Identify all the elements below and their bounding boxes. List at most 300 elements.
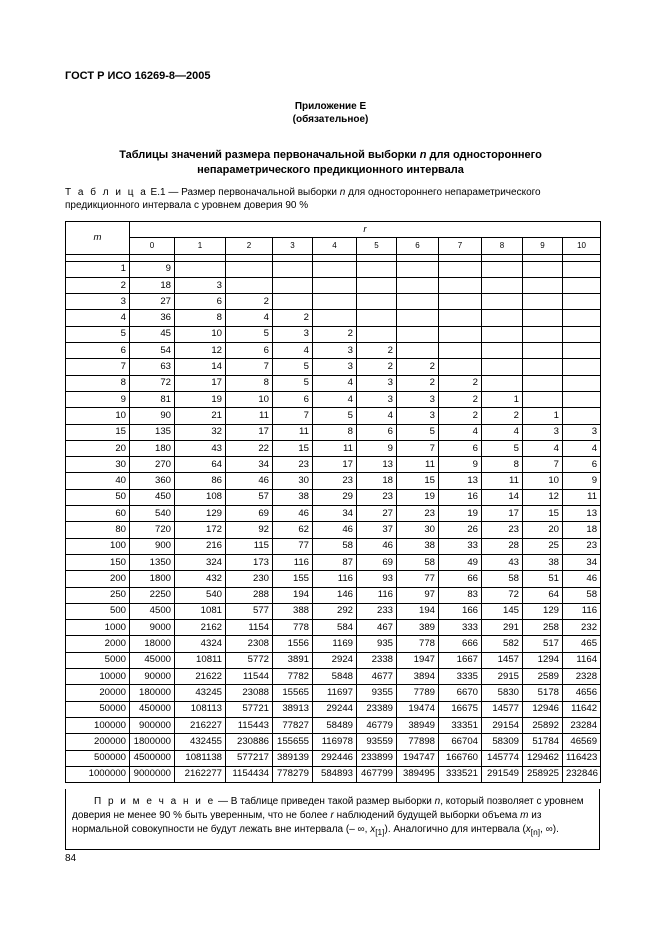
- n-value-cell: 93559: [357, 734, 397, 750]
- n-value-cell: 1169: [313, 636, 357, 652]
- n-value-cell: 51784: [523, 734, 563, 750]
- n-value-cell: 38949: [397, 717, 439, 733]
- table-row: [66, 685, 601, 701]
- r-column-header-cell: 8: [482, 238, 523, 254]
- n-value-cell: [397, 294, 439, 310]
- n-value-cell: 291549: [482, 766, 523, 782]
- n-value-cell: 116: [563, 603, 601, 619]
- n-value-cell: 216227: [175, 717, 226, 733]
- n-value-cell: [357, 277, 397, 293]
- n-value-cell: 58489: [313, 717, 357, 733]
- n-value-cell: [439, 359, 482, 375]
- n-value-cell: 324: [175, 554, 226, 570]
- n-value-cell: 389: [397, 620, 439, 636]
- n-value-cell: 8: [226, 375, 273, 391]
- n-value-cell: 1556: [273, 636, 313, 652]
- n-value-cell: 23088: [226, 685, 273, 701]
- n-value-cell: 19: [175, 391, 226, 407]
- table-row: [66, 424, 601, 440]
- n-value-cell: 3: [313, 359, 357, 375]
- r-column-header-cell: 7: [439, 238, 482, 254]
- n-value-cell: 166760: [439, 750, 482, 766]
- n-value-cell: 389495: [397, 766, 439, 782]
- n-value-cell: 21622: [175, 669, 226, 685]
- n-value-cell: 1164: [563, 652, 601, 668]
- n-value-cell: [397, 326, 439, 342]
- n-value-cell: 34: [313, 506, 357, 522]
- n-value-cell: 3: [175, 277, 226, 293]
- r-column-header-cell: 5: [357, 238, 397, 254]
- n-value-cell: 5772: [226, 652, 273, 668]
- table-row: [66, 473, 601, 489]
- n-value-cell: 778279: [273, 766, 313, 782]
- table-row: [66, 652, 601, 668]
- r-column-header-cell: 9: [523, 238, 563, 254]
- r-column-header-cell: 6: [397, 238, 439, 254]
- table-body: [66, 254, 601, 783]
- n-value-cell: 5: [226, 326, 273, 342]
- n-value-cell: [357, 326, 397, 342]
- m-value-cell: 50: [66, 489, 130, 505]
- n-value-cell: 146: [313, 587, 357, 603]
- table-row: [66, 310, 601, 326]
- n-value-cell: [523, 277, 563, 293]
- n-value-cell: 5: [273, 375, 313, 391]
- r-column-header-cell: 4: [313, 238, 357, 254]
- n-value-cell: 66: [439, 571, 482, 587]
- n-value-cell: 12: [523, 489, 563, 505]
- n-value-cell: 29244: [313, 701, 357, 717]
- n-value-cell: 11: [226, 408, 273, 424]
- n-value-cell: [482, 277, 523, 293]
- n-value-cell: 54: [130, 343, 175, 359]
- n-value-cell: 36: [130, 310, 175, 326]
- n-value-cell: 86: [175, 473, 226, 489]
- n-value-cell: 38: [273, 489, 313, 505]
- n-value-cell: 49: [439, 554, 482, 570]
- n-value-cell: 292446: [313, 750, 357, 766]
- n-value-cell: [563, 277, 601, 293]
- n-value-cell: 63: [130, 359, 175, 375]
- n-value-cell: [357, 310, 397, 326]
- n-value-cell: 11: [397, 457, 439, 473]
- n-value-cell: 1667: [439, 652, 482, 668]
- n-value-cell: 46779: [357, 717, 397, 733]
- n-value-cell: [273, 277, 313, 293]
- n-value-cell: 173: [226, 554, 273, 570]
- n-value-cell: 19: [439, 506, 482, 522]
- n-value-cell: 11: [563, 489, 601, 505]
- n-value-cell: 258: [523, 620, 563, 636]
- n-value-cell: 6: [357, 424, 397, 440]
- n-value-cell: 1800: [130, 571, 175, 587]
- n-value-cell: 6: [563, 457, 601, 473]
- n-value-cell: 27: [357, 506, 397, 522]
- n-value-cell: 28: [482, 538, 523, 554]
- n-value-cell: 3: [523, 424, 563, 440]
- n-value-cell: 230886: [226, 734, 273, 750]
- n-value-cell: 72: [482, 587, 523, 603]
- table-row: [66, 587, 601, 603]
- n-value-cell: 116978: [313, 734, 357, 750]
- n-value-cell: [563, 343, 601, 359]
- n-value-cell: 1947: [397, 652, 439, 668]
- m-value-cell: 80: [66, 522, 130, 538]
- m-value-cell: 3: [66, 294, 130, 310]
- n-value-cell: 17: [226, 424, 273, 440]
- n-value-cell: 2: [439, 408, 482, 424]
- n-value-cell: 584893: [313, 766, 357, 782]
- n-value-cell: 2: [439, 391, 482, 407]
- n-value-cell: [439, 343, 482, 359]
- n-value-cell: 388: [273, 603, 313, 619]
- n-value-cell: [563, 391, 601, 407]
- n-value-cell: 4656: [563, 685, 601, 701]
- n-value-cell: [563, 408, 601, 424]
- n-value-cell: [523, 359, 563, 375]
- table-row: [66, 701, 601, 717]
- table-caption: Т а б л и ц а Е.1 — Размер первоначальной выборки n для одностороннего непараметрического предикционного интервала с уровнем доверия 90 %: [65, 187, 541, 211]
- r-column-header-cell: 3: [273, 238, 313, 254]
- n-value-cell: 57721: [226, 701, 273, 717]
- n-value-cell: 23: [563, 538, 601, 554]
- n-value-cell: [397, 277, 439, 293]
- table-row: [66, 326, 601, 342]
- n-value-cell: 58: [482, 571, 523, 587]
- m-value-cell: 9: [66, 391, 130, 407]
- n-value-cell: 216: [175, 538, 226, 554]
- r-column-header: r: [130, 222, 601, 238]
- n-value-cell: 270: [130, 457, 175, 473]
- n-value-cell: 7: [226, 359, 273, 375]
- n-value-cell: 2924: [313, 652, 357, 668]
- n-value-cell: 4: [357, 408, 397, 424]
- n-value-cell: 3894: [397, 669, 439, 685]
- table-row: [66, 603, 601, 619]
- n-value-cell: 11544: [226, 669, 273, 685]
- n-value-cell: 4: [313, 391, 357, 407]
- n-value-cell: 2: [313, 326, 357, 342]
- n-value-cell: 18000: [130, 636, 175, 652]
- table-row: [66, 408, 601, 424]
- n-value-cell: 2: [357, 343, 397, 359]
- section-heading-line2: непараметрического предикционного интервала: [197, 164, 464, 176]
- n-value-cell: 13: [439, 473, 482, 489]
- m-value-cell: 50000: [66, 701, 130, 717]
- n-value-cell: 1081: [175, 603, 226, 619]
- n-value-cell: 584: [313, 620, 357, 636]
- n-value-cell: [482, 261, 523, 277]
- n-value-cell: 30: [273, 473, 313, 489]
- n-value-cell: 11697: [313, 685, 357, 701]
- appendix-status: (обязательное): [292, 114, 369, 125]
- n-value-cell: [482, 310, 523, 326]
- n-value-cell: 18: [563, 522, 601, 538]
- n-value-cell: 45000: [130, 652, 175, 668]
- n-value-cell: [313, 277, 357, 293]
- n-value-cell: 540: [175, 587, 226, 603]
- n-value-cell: 116423: [563, 750, 601, 766]
- n-value-cell: [439, 261, 482, 277]
- n-value-cell: 46: [313, 522, 357, 538]
- n-value-cell: 27: [130, 294, 175, 310]
- table-row: [66, 489, 601, 505]
- n-value-cell: 9: [563, 473, 601, 489]
- table-note: [65, 789, 600, 850]
- n-value-cell: 15: [523, 506, 563, 522]
- n-value-cell: 8: [175, 310, 226, 326]
- n-value-cell: 17: [482, 506, 523, 522]
- n-value-cell: 5178: [523, 685, 563, 701]
- n-value-cell: 115443: [226, 717, 273, 733]
- n-value-cell: 7: [523, 457, 563, 473]
- n-value-cell: 77: [397, 571, 439, 587]
- m-value-cell: 30: [66, 457, 130, 473]
- n-value-cell: 69: [226, 506, 273, 522]
- n-value-cell: 6: [226, 343, 273, 359]
- n-value-cell: 9355: [357, 685, 397, 701]
- n-value-cell: 11: [273, 424, 313, 440]
- n-value-cell: 64: [523, 587, 563, 603]
- n-value-cell: 69: [357, 554, 397, 570]
- n-value-cell: 232846: [563, 766, 601, 782]
- m-value-cell: 500000: [66, 750, 130, 766]
- n-value-cell: 30: [397, 522, 439, 538]
- n-value-cell: 5: [397, 424, 439, 440]
- n-value-cell: 77827: [273, 717, 313, 733]
- n-value-cell: 230: [226, 571, 273, 587]
- m-value-cell: 40: [66, 473, 130, 489]
- n-value-cell: 38: [397, 538, 439, 554]
- n-value-cell: 108113: [175, 701, 226, 717]
- m-value-cell: 1: [66, 261, 130, 277]
- n-value-cell: 467799: [357, 766, 397, 782]
- n-value-cell: 2: [273, 310, 313, 326]
- n-value-cell: [563, 310, 601, 326]
- m-value-cell: 10000: [66, 669, 130, 685]
- n-value-cell: 6: [273, 391, 313, 407]
- n-value-cell: 43: [482, 554, 523, 570]
- n-value-cell: 3335: [439, 669, 482, 685]
- n-value-cell: [397, 310, 439, 326]
- n-value-cell: [313, 310, 357, 326]
- n-value-cell: 81: [130, 391, 175, 407]
- n-value-cell: 25892: [523, 717, 563, 733]
- m-value-cell: 60: [66, 506, 130, 522]
- n-value-cell: [439, 277, 482, 293]
- n-value-cell: 232: [563, 620, 601, 636]
- n-value-cell: 389139: [273, 750, 313, 766]
- n-value-cell: 900: [130, 538, 175, 554]
- n-value-cell: 4: [523, 440, 563, 456]
- n-value-cell: [563, 375, 601, 391]
- n-value-cell: 291: [482, 620, 523, 636]
- n-value-cell: 172: [175, 522, 226, 538]
- m-column-header: m: [66, 222, 130, 255]
- m-value-cell: 2: [66, 277, 130, 293]
- n-value-cell: 1154: [226, 620, 273, 636]
- n-value-cell: [482, 294, 523, 310]
- r-values-header-row: [66, 238, 601, 254]
- n-value-cell: 72: [130, 375, 175, 391]
- n-value-cell: 3: [397, 391, 439, 407]
- n-value-cell: 194: [273, 587, 313, 603]
- n-value-cell: 4: [563, 440, 601, 456]
- n-value-cell: 194747: [397, 750, 439, 766]
- n-value-cell: 2308: [226, 636, 273, 652]
- n-value-cell: 3: [357, 375, 397, 391]
- n-value-cell: 6: [439, 440, 482, 456]
- n-value-cell: 77: [273, 538, 313, 554]
- n-value-cell: 7782: [273, 669, 313, 685]
- n-value-cell: 23: [273, 457, 313, 473]
- n-value-cell: 11: [313, 440, 357, 456]
- n-value-cell: 14: [175, 359, 226, 375]
- n-value-cell: 2589: [523, 669, 563, 685]
- n-value-cell: 360: [130, 473, 175, 489]
- n-value-cell: 23: [357, 489, 397, 505]
- n-value-cell: 155: [273, 571, 313, 587]
- m-value-cell: 15: [66, 424, 130, 440]
- n-value-cell: 778: [273, 620, 313, 636]
- n-value-cell: 29: [313, 489, 357, 505]
- n-value-cell: 333521: [439, 766, 482, 782]
- n-value-cell: 1350: [130, 554, 175, 570]
- n-value-cell: 58: [313, 538, 357, 554]
- n-value-cell: [523, 294, 563, 310]
- n-value-cell: [523, 391, 563, 407]
- table-row: [66, 734, 601, 750]
- n-value-cell: 26: [439, 522, 482, 538]
- n-value-cell: 1081138: [175, 750, 226, 766]
- n-value-cell: 6: [175, 294, 226, 310]
- n-value-cell: 10: [523, 473, 563, 489]
- n-value-cell: [482, 375, 523, 391]
- page-number: 84: [65, 853, 77, 864]
- n-value-cell: [523, 310, 563, 326]
- table-row: [66, 294, 601, 310]
- n-value-cell: 9: [357, 440, 397, 456]
- n-value-cell: 58: [563, 587, 601, 603]
- n-value-cell: 90: [130, 408, 175, 424]
- n-value-cell: 23: [313, 473, 357, 489]
- n-value-cell: 540: [130, 506, 175, 522]
- n-value-cell: 92: [226, 522, 273, 538]
- n-value-cell: 333: [439, 620, 482, 636]
- n-value-cell: 467: [357, 620, 397, 636]
- n-value-cell: 20: [523, 522, 563, 538]
- n-value-cell: [226, 277, 273, 293]
- n-value-cell: 46: [357, 538, 397, 554]
- n-value-cell: [523, 375, 563, 391]
- n-value-cell: 129: [175, 506, 226, 522]
- n-value-cell: 29154: [482, 717, 523, 733]
- table-row: [66, 620, 601, 636]
- r-column-header-cell: 2: [226, 238, 273, 254]
- n-value-cell: 10: [226, 391, 273, 407]
- n-value-cell: 18: [357, 473, 397, 489]
- n-value-cell: 58: [397, 554, 439, 570]
- n-value-cell: [482, 326, 523, 342]
- n-value-cell: 46569: [563, 734, 601, 750]
- r-column-header-cell: 10: [563, 238, 601, 254]
- n-value-cell: 4500000: [130, 750, 175, 766]
- n-value-cell: 582: [482, 636, 523, 652]
- n-value-cell: [357, 294, 397, 310]
- n-value-cell: 3: [313, 343, 357, 359]
- n-value-cell: 46: [563, 571, 601, 587]
- n-value-cell: 3: [273, 326, 313, 342]
- n-value-cell: 115: [226, 538, 273, 554]
- n-value-cell: 34: [226, 457, 273, 473]
- m-value-cell: 20: [66, 440, 130, 456]
- n-value-cell: 116: [273, 554, 313, 570]
- n-value-cell: 135: [130, 424, 175, 440]
- table-row: [66, 538, 601, 554]
- n-value-cell: 8: [313, 424, 357, 440]
- n-value-cell: 180: [130, 440, 175, 456]
- n-value-cell: 43245: [175, 685, 226, 701]
- n-value-cell: [226, 261, 273, 277]
- table-row: [66, 391, 601, 407]
- n-value-cell: 45: [130, 326, 175, 342]
- n-value-cell: 720: [130, 522, 175, 538]
- n-value-cell: 666: [439, 636, 482, 652]
- n-value-cell: 38913: [273, 701, 313, 717]
- m-value-cell: 1000000: [66, 766, 130, 782]
- n-value-cell: 15: [273, 440, 313, 456]
- m-value-cell: 150: [66, 554, 130, 570]
- n-value-cell: 2: [226, 294, 273, 310]
- n-value-cell: [175, 261, 226, 277]
- n-value-cell: 4: [439, 424, 482, 440]
- n-value-cell: 32: [175, 424, 226, 440]
- m-value-cell: 7: [66, 359, 130, 375]
- n-value-cell: 432455: [175, 734, 226, 750]
- n-value-cell: 3: [563, 424, 601, 440]
- n-value-cell: 1: [523, 408, 563, 424]
- table-row: [66, 766, 601, 782]
- m-value-cell: 200: [66, 571, 130, 587]
- n-value-cell: 4: [273, 343, 313, 359]
- n-value-cell: 155655: [273, 734, 313, 750]
- n-value-cell: 62: [273, 522, 313, 538]
- n-value-cell: 97: [397, 587, 439, 603]
- n-value-cell: 258925: [523, 766, 563, 782]
- n-value-cell: 23: [397, 506, 439, 522]
- n-value-cell: [439, 310, 482, 326]
- table-row: [66, 375, 601, 391]
- n-value-cell: 37: [357, 522, 397, 538]
- table-row: [66, 277, 601, 293]
- n-value-cell: 9: [130, 261, 175, 277]
- n-value-cell: 14577: [482, 701, 523, 717]
- n-value-cell: 93: [357, 571, 397, 587]
- n-value-cell: 2: [357, 359, 397, 375]
- n-value-cell: [313, 294, 357, 310]
- n-value-cell: 34: [563, 554, 601, 570]
- n-value-cell: 2328: [563, 669, 601, 685]
- n-value-cell: 4677: [357, 669, 397, 685]
- n-value-cell: 3: [397, 408, 439, 424]
- n-value-cell: [563, 326, 601, 342]
- n-value-cell: 935: [357, 636, 397, 652]
- m-value-cell: 100000: [66, 717, 130, 733]
- table-row: [66, 571, 601, 587]
- n-value-cell: 1294: [523, 652, 563, 668]
- n-value-cell: [563, 294, 601, 310]
- m-value-cell: 250: [66, 587, 130, 603]
